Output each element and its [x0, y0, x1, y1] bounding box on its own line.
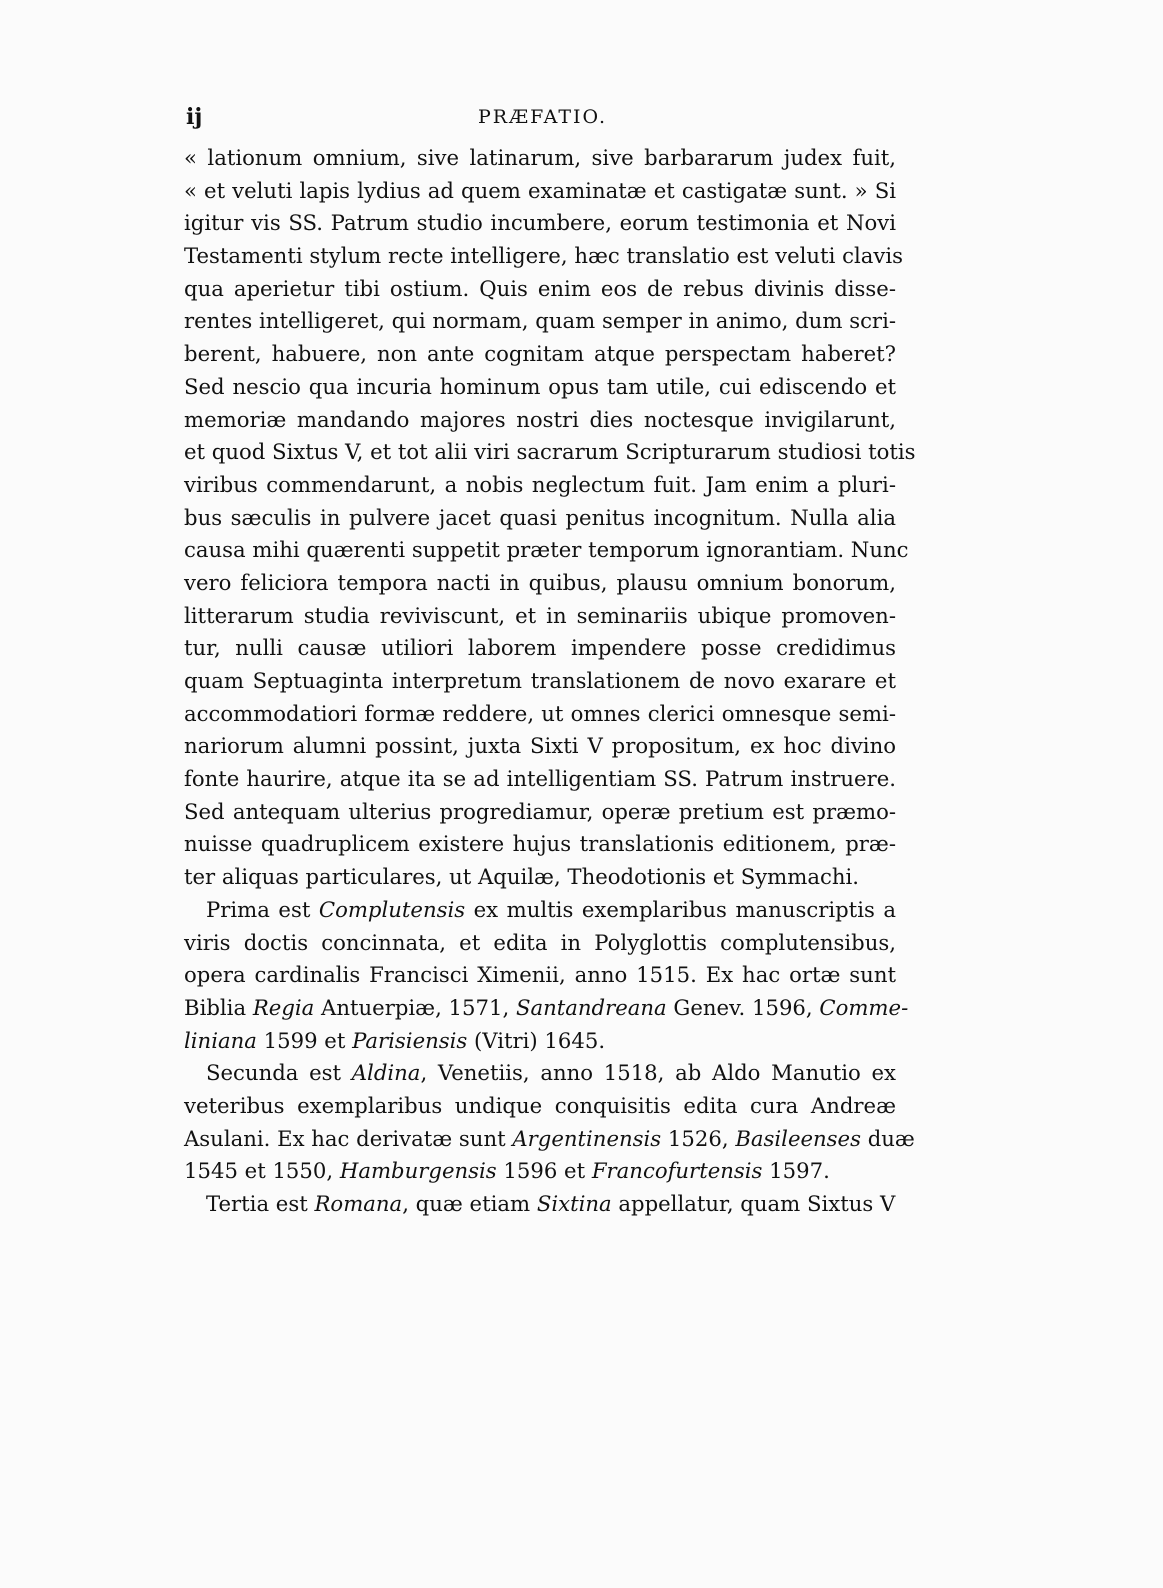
text-segment: Biblia	[184, 994, 253, 1020]
text-segment: , Venetiis, anno 1518, ab Aldo Manutio ex	[420, 1060, 896, 1086]
text-segment: 1599 et	[256, 1027, 353, 1053]
text-line	[184, 1057, 896, 1090]
text-segment: causa mihi quærenti suppetit præter temporum ignorantiam. Nunc	[184, 537, 909, 563]
text-segment: , quæ etiam	[402, 1191, 537, 1216]
text-line	[184, 632, 896, 665]
text-line	[184, 1123, 915, 1156]
text-segment: viribus commendarunt, a nobis neglectum fuit. Jam enim a pluri-	[184, 471, 896, 497]
text-line	[184, 469, 896, 502]
text-segment: Asulani. Ex hac derivatæ sunt	[184, 1125, 513, 1151]
page-header	[186, 104, 898, 136]
text-segment: 1545 et 1550,	[184, 1158, 340, 1184]
text-segment: nuisse quadruplicem existere hujus translationis editionem, præ-	[184, 831, 896, 857]
text-line	[184, 502, 896, 535]
text-line	[184, 763, 896, 796]
page-number: ij	[186, 104, 203, 130]
italic-title: Hamburgensis	[339, 1158, 497, 1184]
italic-title: Complutensis	[318, 896, 466, 922]
paragraph	[184, 142, 916, 894]
text-line	[184, 305, 896, 338]
text-segment: ex multis exemplaribus manuscriptis a	[465, 896, 896, 922]
text-segment: berent, habuere, non ante cognitam atque perspectam haberet?	[184, 341, 896, 367]
text-segment: Prima est	[206, 896, 319, 922]
text-line	[184, 894, 896, 927]
text-segment: vero feliciora tempora nacti in quibus, plausu omnium bonorum,	[184, 569, 896, 595]
text-line	[184, 273, 896, 306]
italic-title: Romana	[314, 1191, 403, 1216]
text-line	[184, 1155, 896, 1188]
text-segment: 1596 et	[496, 1158, 592, 1184]
text-segment: accommodatiori formæ reddere, ut omnes clerici omnesque semi-	[184, 700, 896, 726]
text-segment: bus sæculis in pulvere jacet quasi penitus incognitum. Nulla alia	[184, 504, 896, 530]
text-line	[184, 861, 896, 894]
text-segment: nariorum alumni possint, juxta Sixti V propositum, ex hoc divino	[184, 733, 896, 759]
text-segment: ter aliquas particulares, ut Aquilæ, Theodotionis et Symmachi.	[184, 864, 860, 890]
text-line	[184, 730, 896, 763]
text-segment: appellatur, quam Sixtus V	[611, 1191, 896, 1216]
text-segment: veteribus exemplaribus undique conquisitis edita cura Andreæ	[184, 1092, 896, 1118]
text-segment: litterarum studia reviviscunt, et in seminariis ubique promoven-	[184, 602, 896, 628]
text-segment: Sed antequam ulterius progrediamur, operæ pretium est præmo-	[184, 798, 896, 824]
text-line	[184, 240, 903, 273]
text-segment: tur, nulli causæ utiliori laborem impendere posse credidimus	[184, 635, 896, 661]
text-segment: Antuerpiæ, 1571,	[314, 994, 516, 1020]
text-segment: rentes intelligeret, qui normam, quam semper in animo, dum scri-	[184, 308, 896, 334]
text-segment: qua aperietur tibi ostium. Quis enim eos de rebus divinis disse-	[184, 275, 896, 301]
text-segment: Secunda est	[206, 1060, 352, 1086]
text-line	[184, 959, 896, 992]
text-line	[184, 534, 909, 567]
italic-title: Sixtina	[536, 1191, 612, 1216]
italic-title: liniana	[184, 1027, 257, 1053]
text-line	[184, 796, 896, 829]
italic-title: Parisiensis	[352, 1027, 468, 1053]
text-segment: 1526,	[661, 1125, 736, 1151]
text-segment: opera cardinalis Francisci Ximenii, anno 1515. Ex hac ortæ sunt	[184, 962, 896, 988]
text-line	[184, 698, 896, 731]
text-segment: 1597.	[762, 1158, 830, 1184]
text-segment: Genev. 1596,	[666, 994, 820, 1020]
text-segment: (Vitri) 1645.	[467, 1027, 606, 1053]
text-line	[184, 828, 896, 861]
text-line	[184, 1090, 896, 1123]
text-segment: « lationum omnium, sive latinarum, sive barbararum judex fuit,	[184, 145, 896, 170]
italic-title: Regia	[252, 994, 315, 1020]
body-text	[184, 142, 916, 1221]
text-line	[184, 567, 896, 600]
paragraph	[184, 1188, 896, 1221]
text-line	[184, 665, 896, 698]
text-segment: duæ	[860, 1125, 915, 1151]
text-segment: igitur vis SS. Patrum studio incumbere, eorum testimonia et Novi	[184, 210, 896, 236]
paragraph	[184, 1057, 915, 1188]
text-segment: Testamenti stylum recte intelligere, hæc translatio est veluti clavis	[184, 243, 903, 269]
text-line	[184, 175, 896, 208]
text-segment: « et veluti lapis lydius ad quem examinatæ et castigatæ sunt. » Si	[184, 177, 896, 203]
text-line	[184, 1188, 896, 1221]
italic-title: Argentinensis	[512, 1125, 662, 1151]
text-line	[184, 927, 896, 960]
running-title: PRÆFATIO.	[478, 106, 608, 128]
text-segment: Tertia est	[206, 1191, 315, 1216]
text-segment: quam Septuaginta interpretum translationem de novo exarare et	[184, 668, 896, 693]
text-segment: viris doctis concinnata, et edita in Polyglottis complutensibus,	[184, 929, 896, 955]
text-line	[184, 992, 909, 1025]
italic-title: Francofurtensis	[591, 1158, 763, 1184]
italic-title: Aldina	[351, 1060, 421, 1086]
text-line	[184, 338, 896, 371]
text-line	[184, 600, 896, 633]
italic-title: Basileenses	[735, 1125, 861, 1151]
italic-title: Santandreana	[515, 994, 667, 1020]
text-line	[184, 436, 916, 469]
text-line	[184, 1025, 896, 1058]
italic-title: Comme-	[819, 994, 909, 1020]
text-line	[184, 404, 896, 437]
text-line	[184, 142, 896, 175]
text-segment: et quod Sixtus V, et tot alii viri sacrarum Scripturarum studiosi totis	[184, 439, 916, 465]
text-line	[184, 371, 896, 404]
paragraph	[184, 894, 909, 1057]
text-line	[184, 207, 896, 240]
text-segment: Sed nescio qua incuria hominum opus tam utile, cui ediscendo et	[184, 373, 896, 399]
text-segment: fonte haurire, atque ita se ad intelligentiam SS. Patrum instruere.	[184, 766, 896, 792]
text-segment: memoriæ mandando majores nostri dies noctesque invigilarunt,	[184, 406, 896, 432]
